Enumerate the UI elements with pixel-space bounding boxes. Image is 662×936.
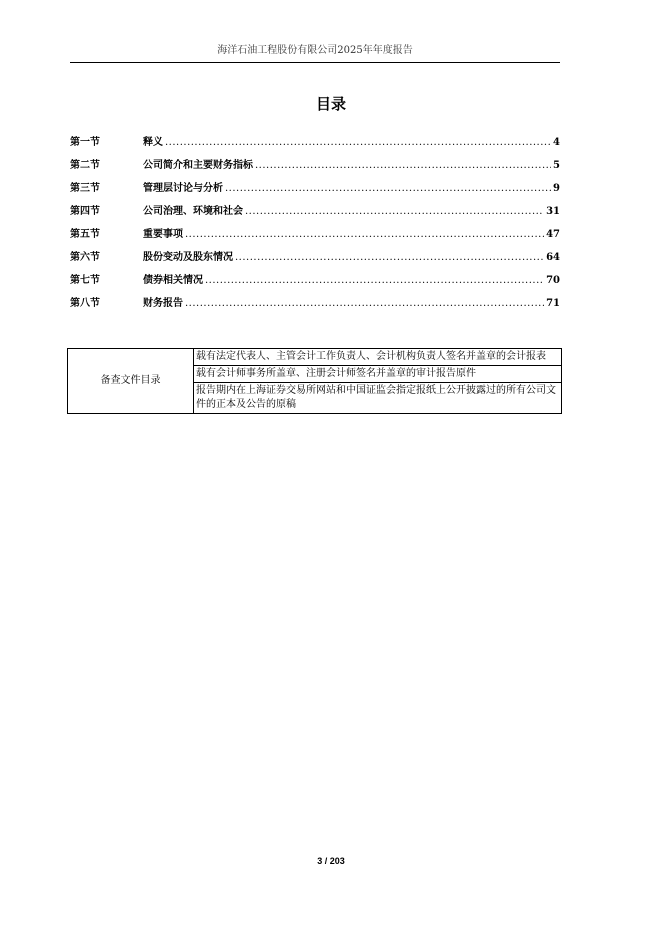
toc-page-number: 31	[546, 206, 560, 217]
table-of-contents	[70, 132, 560, 316]
toc-leader-dots	[225, 181, 551, 197]
toc-section-title: 财务报告	[143, 298, 183, 309]
toc-entry[interactable]	[70, 132, 560, 155]
toc-page-number: 64	[546, 252, 560, 263]
toc-section-title: 公司治理、环境和社会	[143, 206, 243, 217]
toc-title: 目录	[315, 95, 346, 113]
toc-section-title: 管理层讨论与分析	[143, 183, 223, 194]
reference-document-item: 载有法定代表人、主管会计工作负责人、会计机构负责人签名并盖章的会计报表	[194, 349, 562, 366]
reference-documents-heading: 备查文件目录	[68, 349, 194, 414]
toc-entry[interactable]	[70, 201, 560, 224]
toc-page-number: 71	[546, 298, 560, 309]
toc-section-title: 公司简介和主要财务指标	[143, 160, 253, 171]
toc-section-title: 重要事项	[143, 229, 183, 240]
toc-page-number: 9	[553, 183, 560, 194]
toc-leader-dots	[245, 204, 544, 220]
toc-section-number: 第四节	[70, 206, 100, 217]
toc-section-title: 释义	[143, 137, 163, 148]
toc-section-number: 第六节	[70, 252, 100, 263]
header-divider	[70, 62, 560, 63]
toc-leader-dots	[205, 273, 544, 289]
toc-entry[interactable]	[70, 155, 560, 178]
toc-page-number: 70	[546, 275, 560, 286]
toc-entry[interactable]	[70, 293, 560, 316]
toc-section-number: 第八节	[70, 298, 100, 309]
toc-page-number: 47	[546, 229, 560, 240]
reference-document-item: 载有会计师事务所盖章、注册会计师签名并盖章的审计报告原件	[194, 366, 562, 383]
toc-entry[interactable]	[70, 270, 560, 293]
toc-section-number: 第七节	[70, 275, 100, 286]
reference-document-item: 报告期内在上海证券交易所网站和中国证监会指定报纸上公开披露过的所有公司文件的正本及公告的原稿	[194, 383, 562, 414]
toc-entry[interactable]	[70, 247, 560, 270]
toc-section-number: 第五节	[70, 229, 100, 240]
page-number-footer: 3 / 203	[317, 856, 345, 866]
table-row	[68, 349, 562, 366]
toc-leader-dots	[185, 227, 544, 243]
toc-section-number: 第二节	[70, 160, 100, 171]
toc-leader-dots	[185, 296, 544, 312]
toc-leader-dots	[255, 158, 551, 174]
toc-section-number: 第一节	[70, 137, 100, 148]
page-header: 海洋石油工程股份有限公司2025年年度报告	[217, 45, 413, 56]
toc-entry[interactable]	[70, 224, 560, 247]
toc-entry[interactable]	[70, 178, 560, 201]
reference-documents-table	[67, 348, 562, 414]
toc-section-number: 第三节	[70, 183, 100, 194]
toc-page-number: 4	[553, 137, 560, 148]
toc-leader-dots	[165, 135, 551, 151]
toc-page-number: 5	[553, 160, 560, 171]
toc-section-title: 股份变动及股东情况	[143, 252, 233, 263]
toc-leader-dots	[235, 250, 544, 266]
toc-section-title: 债券相关情况	[143, 275, 203, 286]
